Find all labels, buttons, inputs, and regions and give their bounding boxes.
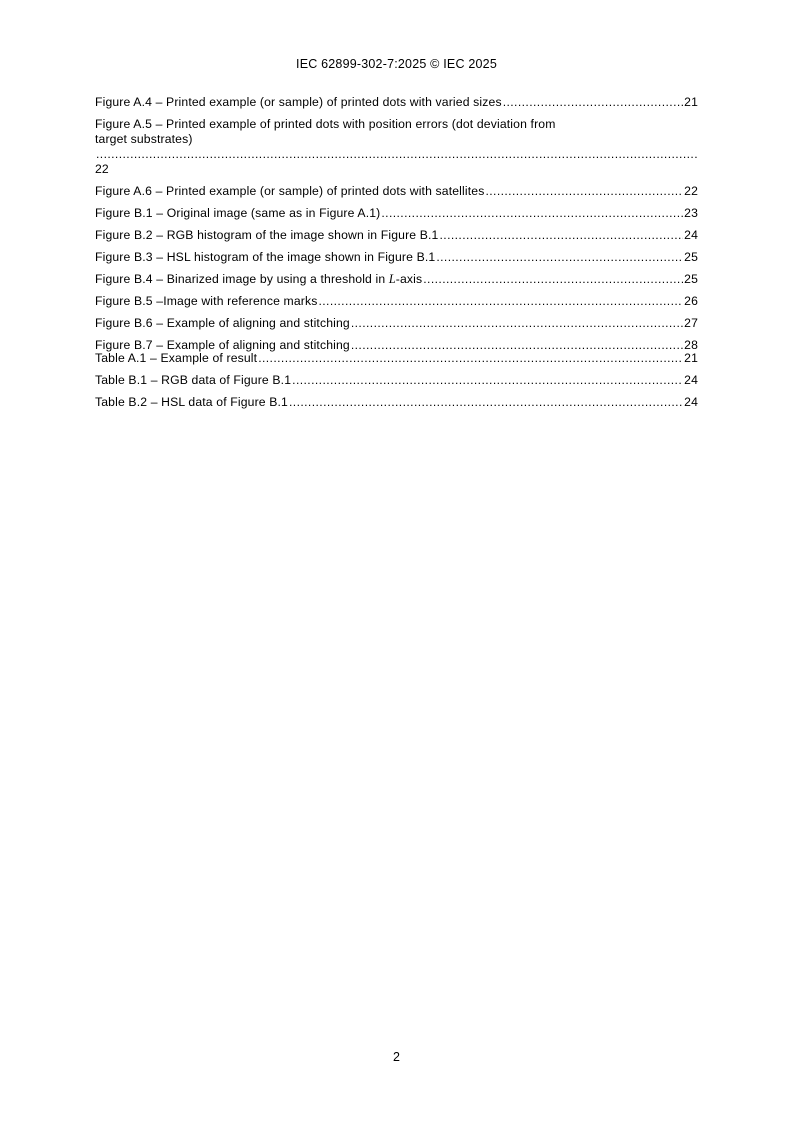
entry-page-number: 24 [684, 395, 698, 409]
toc-entry-figure-b3[interactable] [95, 250, 698, 265]
entry-page-number: 27 [684, 316, 698, 330]
leader-dots [485, 184, 683, 199]
entry-page-number: 25 [684, 272, 698, 286]
toc-entry-table-b2[interactable] [95, 395, 698, 410]
entry-label: Figure B.2 – RGB histogram of the image shown in Figure B.1 [95, 228, 439, 242]
toc-entry-table-a1[interactable] [95, 351, 698, 366]
leader-dots [292, 373, 683, 388]
list-of-tables [95, 351, 698, 417]
entry-label: Figure B.1 – Original image (same as in Figure A.1) [95, 206, 381, 220]
toc-entry-table-b1[interactable] [95, 373, 698, 388]
entry-label-post: -axis [395, 272, 423, 286]
entry-page-number: 23 [684, 206, 698, 220]
page-number: 2 [393, 1050, 400, 1064]
leader-dots [289, 395, 683, 410]
leader-dots [96, 147, 697, 162]
toc-entry-figure-b1[interactable] [95, 206, 698, 221]
entry-label-italic: L [388, 272, 396, 286]
entry-label: Figure B.7 – Example of aligning and stitching [95, 338, 350, 352]
entry-page-number: 22 [95, 162, 109, 176]
entry-page-number: 28 [684, 338, 698, 352]
entry-page-number: 24 [684, 373, 698, 387]
entry-label [95, 272, 422, 287]
leader-dots [318, 294, 683, 309]
leader-dots [381, 206, 683, 221]
entry-page-number: 21 [684, 351, 698, 365]
entry-label-pre: Figure B.4 – Binarized image by using a threshold in [95, 272, 389, 286]
list-of-figures [95, 95, 698, 360]
entry-label: Table B.2 – HSL data of Figure B.1 [95, 395, 288, 409]
entry-page-number: 25 [684, 250, 698, 264]
entry-page-number: 24 [684, 228, 698, 242]
leader-dots [423, 272, 683, 287]
entry-label: Table A.1 – Example of result [95, 351, 258, 365]
page-header: IEC 62899-302-7:2025 © IEC 2025 [296, 57, 497, 71]
entry-label: Table B.1 – RGB data of Figure B.1 [95, 373, 292, 387]
toc-entry-figure-a6[interactable] [95, 184, 698, 199]
entry-page-number: 26 [684, 294, 698, 308]
toc-entry-figure-b6[interactable] [95, 316, 698, 331]
entry-label: Figure B.6 – Example of aligning and stitching [95, 316, 350, 330]
toc-entry-figure-a4[interactable] [95, 95, 698, 110]
entry-label: Figure A.4 – Printed example (or sample) of printed dots with varied sizes [95, 95, 502, 109]
leader-dots [503, 95, 683, 110]
entry-page-number: 21 [684, 95, 698, 109]
entry-label-line1: Figure A.5 – Printed example of printed dots with position errors (dot deviation from [95, 117, 556, 131]
leader-dots [436, 250, 683, 265]
toc-entry-figure-b5[interactable] [95, 294, 698, 309]
leader-dots [258, 351, 683, 366]
entry-label: target substrates) [95, 132, 193, 146]
toc-entry-figure-a5[interactable] [95, 117, 698, 177]
leader-dots [440, 228, 684, 243]
entry-label: Figure A.6 – Printed example (or sample) of printed dots with satellites [95, 184, 485, 198]
entry-page-number: 22 [684, 184, 698, 198]
entry-label: Figure B.3 – HSL histogram of the image shown in Figure B.1 [95, 250, 436, 264]
toc-entry-figure-b2[interactable] [95, 228, 698, 243]
toc-entry-figure-b4[interactable] [95, 272, 698, 287]
entry-label: Figure B.5 –Image with reference marks [95, 294, 318, 308]
leader-dots [351, 316, 683, 331]
